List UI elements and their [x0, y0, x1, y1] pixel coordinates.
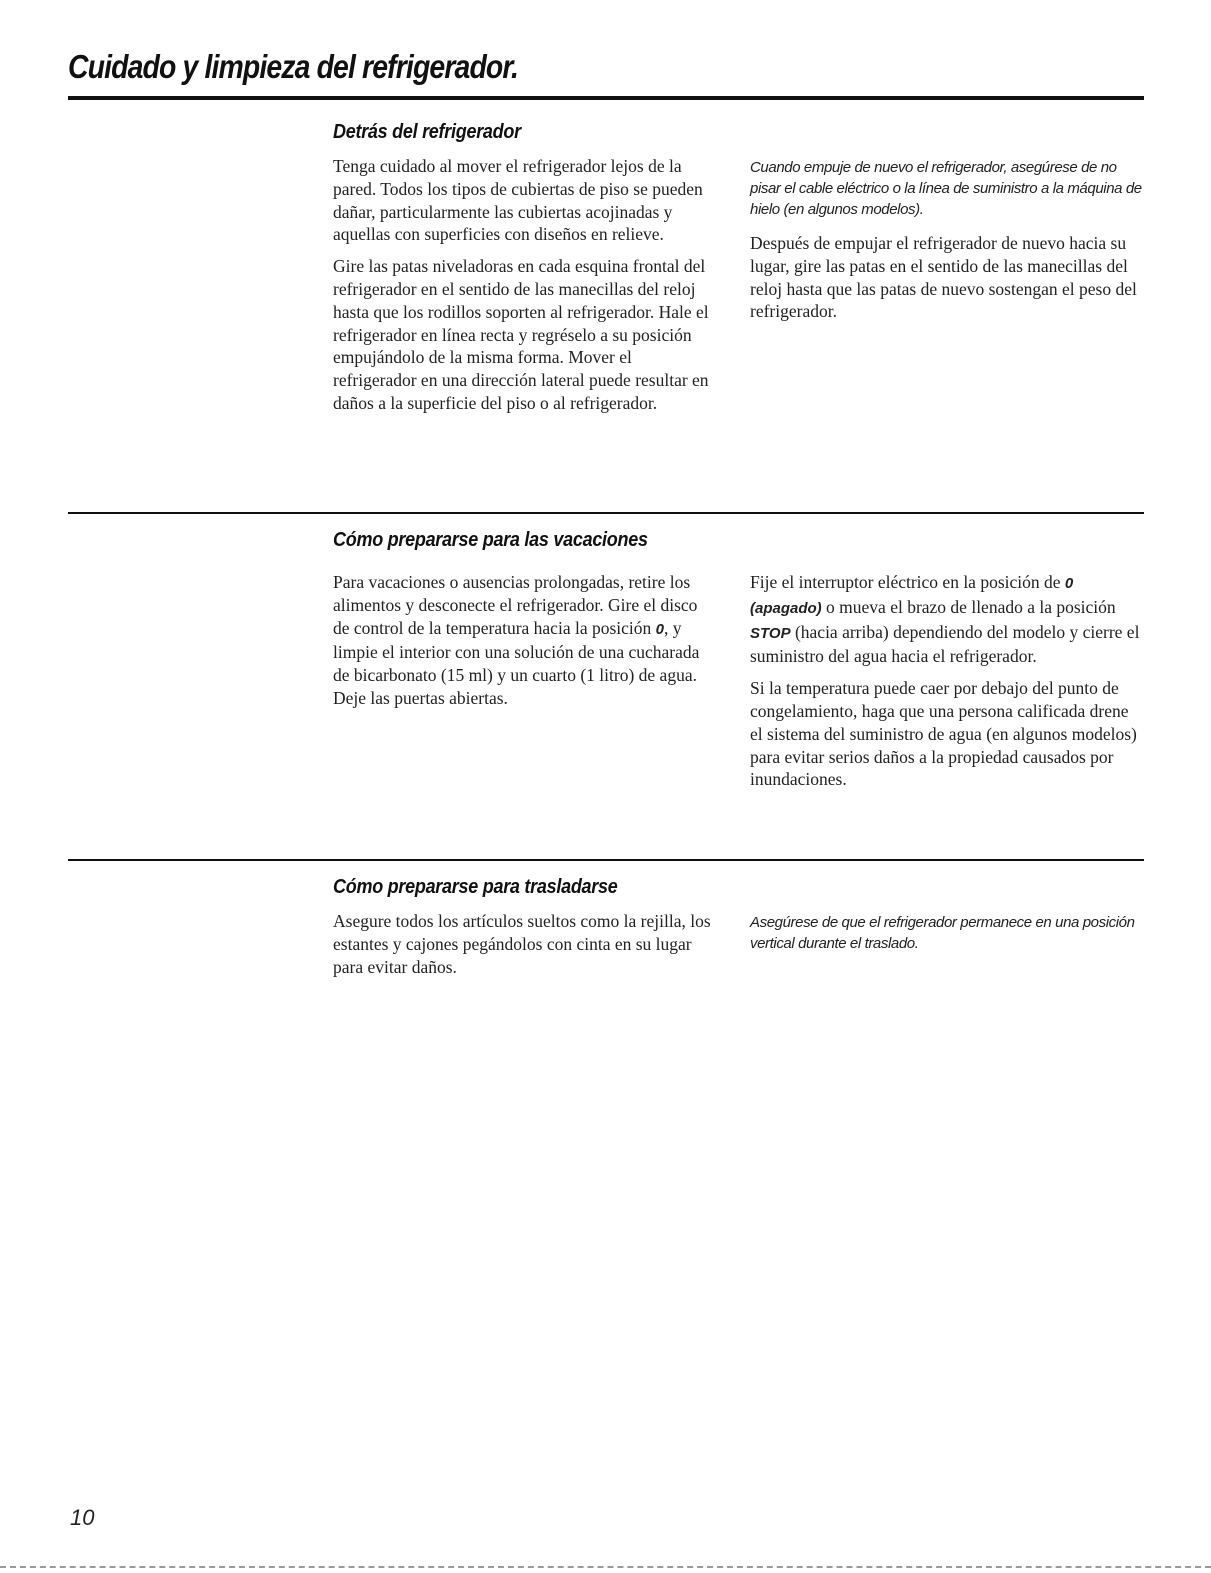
- scan-edge: [0, 1566, 1211, 1568]
- bold-inline: STOP: [750, 624, 791, 642]
- section-heading-behind: Detrás del refrigerador: [333, 121, 521, 143]
- section-moving-right-column: [750, 912, 1142, 963]
- section-vacation-right-column: [750, 571, 1142, 800]
- section-moving-left-column: [333, 910, 718, 987]
- bold-inline: 0 (apagado): [750, 575, 1074, 617]
- text-span: Para vacaciones o ausencias prolongadas, retire los alimentos y desconecte el refrigerador. Gire el disco de control de la temperatura hacia la posición: [333, 572, 698, 638]
- paragraph: [750, 571, 1142, 668]
- paragraph: [333, 571, 718, 710]
- paragraph: Después de empujar el refrigerador de nuevo hacia su lugar, gire las patas en el sentido de las manecillas del reloj hasta que las patas de nuevo sostengan el peso del refrigerador.: [750, 233, 1137, 322]
- paragraph: Tenga cuidado al mover el refrigerador lejos de la pared. Todos los tipos de cubiertas de piso se pueden dañar, particularmente las cubiertas acojinadas y aquellas con superficies con diseños en relieve.: [333, 156, 703, 245]
- page-title: Cuidado y limpieza del refrigerador.: [68, 48, 519, 85]
- text-span: (hacia arriba) dependiendo del modelo y cierre el suministro del agua hacia el refrigerador.: [750, 621, 1140, 667]
- page-number: 10: [70, 1505, 95, 1530]
- text-span: Fije el interruptor eléctrico en la posición de: [750, 572, 1061, 592]
- section-behind-right-column: [750, 157, 1142, 332]
- note: Cuando empuje de nuevo el refrigerador, asegúrese de no pisar el cable eléctrico o la línea de suministro a la máquina de hielo (en algunos modelos).: [750, 159, 1142, 218]
- section-vacation-left-column: [333, 571, 718, 719]
- section-divider: [68, 859, 1144, 861]
- section-heading-moving: Cómo prepararse para trasladarse: [333, 876, 618, 898]
- section-behind-left-column: [333, 155, 718, 424]
- text-span: , y limpie el interior con una solución de una cucharada de bicarbonato (15 ml) y un cuarto (1 litro) de agua. Deje las puertas abiertas.: [333, 617, 700, 708]
- paragraph: Si la temperatura puede caer por debajo del punto de congelamiento, haga que una persona calificada drene el sistema del suministro de agua (en algunos modelos) para evitar serios daños a la propiedad causados por inundaciones.: [750, 678, 1137, 790]
- text-span: o mueva el brazo de llenado a la posición: [821, 596, 1116, 617]
- bold-inline: 0: [655, 620, 664, 638]
- section-divider: [68, 512, 1144, 514]
- paragraph: Asegure todos los artículos sueltos como la rejilla, los estantes y cajones pegándolos con cinta en su lugar para evitar daños.: [333, 911, 711, 977]
- title-rule: [68, 96, 1144, 100]
- note: Asegúrese de que el refrigerador permanece en una posición vertical durante el traslado.: [750, 914, 1135, 952]
- paragraph: Gire las patas niveladoras en cada esquina frontal del refrigerador en el sentido de las manecillas del reloj hasta que los rodillos soporten al refrigerador. Hale el refrigerador en línea recta y regréselo a su posición empujándolo de la misma forma. Mover el refrigerador en una dirección lateral puede resultar en daños a la superficie del piso o al refrigerador.: [333, 256, 709, 413]
- section-heading-vacation: Cómo prepararse para las vacaciones: [333, 529, 648, 551]
